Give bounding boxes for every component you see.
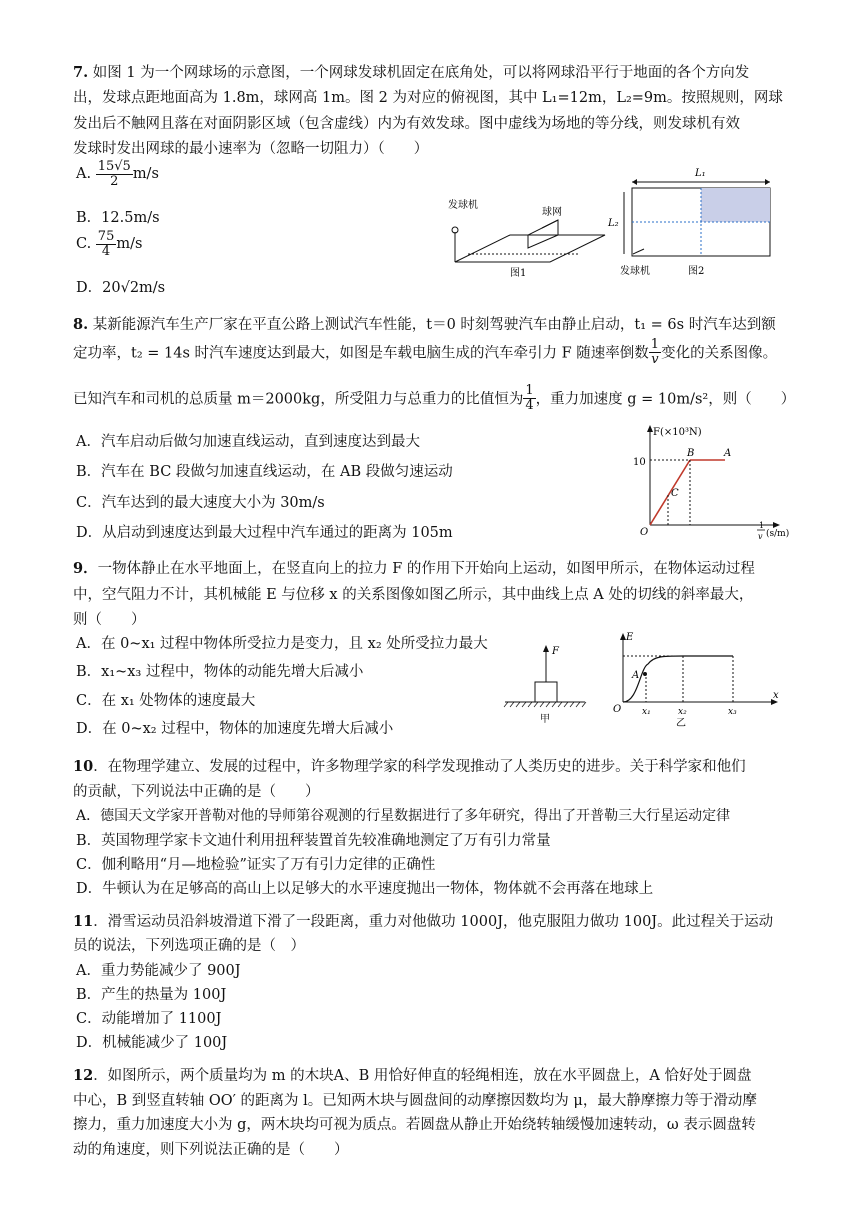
svg-text:x₂: x₂: [678, 707, 687, 717]
q10-line2: 的贡献，下列说法中正确的是（ ）: [73, 784, 320, 800]
q8-graph: [625, 420, 795, 542]
q8-line2: 定功率，t₂ = 14s 时汽车速度达到最大，如图是车载电脑生成的汽车牵引力 F 随速率倒数 $\frac{1}{v}$ 变化的关系图像。: [73, 337, 778, 367]
svg-text:发球机: 发球机: [448, 200, 478, 211]
q9-figure-yi: [608, 628, 783, 728]
q12-line4: 动的角速度，则下列说法正确的是（ ）: [73, 1142, 349, 1158]
svg-text:C: C: [671, 488, 679, 499]
q12-line3: 擦力，重力加速度大小为 g，两木块均可视为质点。若圆盘从静止开始绕转轴缓慢加速转动，ω 表示圆盘转: [73, 1117, 756, 1133]
q8-option-a: A．汽车启动后做匀加速直线运动，直到速度达到最大: [76, 434, 420, 450]
svg-text:x: x: [773, 690, 779, 701]
svg-text:E: E: [626, 632, 634, 643]
q10-option-c: C．伽利略用“月—地检验”证实了万有引力定律的正确性: [76, 857, 436, 873]
q9-figure-jia: [500, 640, 590, 725]
q9-line1: 9．一物体静止在水平地面上，在竖直向上的拉力 F 的作用下开始向上运动，如图甲所示，在物体运动过程: [73, 560, 755, 577]
q11-option-a: A．重力势能减少了 900J: [76, 963, 241, 979]
q7-figure-1: [440, 190, 620, 280]
svg-text:v: v: [758, 532, 763, 541]
svg-text:A: A: [724, 448, 732, 459]
q8-line3: 已知汽车和司机的总质量 m＝2000kg，所受阻力与总重力的比值恒为 $\frac{1}{4}$ ，重力加速度 g = 10m/s²，则（ ）: [73, 383, 796, 413]
svg-text:甲: 甲: [540, 714, 550, 725]
svg-text:发球机: 发球机: [620, 266, 650, 277]
svg-text:B: B: [687, 448, 695, 459]
q10-option-d: D．牛顿认为在足够高的高山上以足够大的水平速度抛出一物体，物体就不会再落在地球上: [76, 881, 654, 897]
svg-text:x₃: x₃: [728, 707, 737, 717]
q9-line3: 则（ ）: [73, 612, 146, 628]
svg-text:图1: 图1: [510, 268, 527, 279]
q7-option-c: C. $\frac{75}{4}$ m/s: [76, 229, 143, 259]
svg-text:10: 10: [633, 457, 646, 468]
svg-text:A: A: [632, 670, 640, 681]
q7-line2: 出，发球点距地面高为 1.8m，球网高 1m。图 2 为对应的俯视图，其中 L₁=12m，L₂=9m。按照规则，网球: [73, 90, 783, 106]
q9-line2: 中，空气阻力不计，其机械能 E 与位移 x 的关系图像如图乙所示，其中曲线上点 A 处的切线的斜率最大，: [73, 587, 754, 603]
q11-line2: 员的说法，下列选项正确的是（ ）: [73, 938, 305, 954]
q10-option-a: A．德国天文学家开普勒对他的导师第谷观测的行星数据进行了多年研究，得出了开普勒三大行星运动定律: [76, 808, 731, 824]
q9-option-b: B．x₁~x₃ 过程中，物体的动能先增大后减小: [76, 664, 364, 680]
q9-option-c: C．在 x₁ 处物体的速度最大: [76, 693, 256, 709]
svg-text:1: 1: [759, 521, 765, 530]
q11-option-b: B．产生的热量为 100J: [76, 987, 227, 1003]
q7-option-d: D．20√2m/s: [76, 280, 166, 296]
q12-line1: 12．如图所示，两个质量均为 m 的木块A、B 用恰好伸直的轻绳相连，放在水平圆盘上，A 恰好处于圆盘: [73, 1067, 752, 1084]
svg-text:L₂: L₂: [608, 218, 619, 229]
q7-line1: 7. 如图 1 为一个网球场的示意图，一个网球发球机固定在底角处，可以将网球沿平行于地面的各个方向发: [73, 64, 750, 81]
q8-option-c: C．汽车达到的最大速度大小为 30m/s: [76, 495, 325, 511]
q7-line3: 发出后不触网且落在对面阴影区域（包含虚线）内为有效发球。图中虚线为场地的等分线，则发球机有效: [73, 116, 740, 132]
q9-option-d: D．在 0~x₂ 过程中，物体的加速度先增大后减小: [76, 721, 394, 737]
q8-option-b: B．汽车在 BC 段做匀加速直线运动，在 AB 段做匀速运动: [76, 464, 453, 480]
q11-option-c: C．动能增加了 1100J: [76, 1011, 222, 1027]
q10-line1: 10．在物理学建立、发展的过程中，许多物理学家的科学发现推动了人类历史的进步。关于科学家和他们: [73, 758, 746, 775]
q7-option-b: B．12.5m/s: [76, 210, 160, 226]
svg-text:x₁: x₁: [642, 707, 651, 717]
q10-option-b: B．英国物理学家卡文迪什利用扭秤装置首先较准确地测定了万有引力常量: [76, 833, 551, 849]
q11-option-d: D．机械能减少了 100J: [76, 1035, 228, 1051]
svg-text:F: F: [552, 646, 559, 657]
q9-option-a: A．在 0~x₁ 过程中物体所受拉力是变力，且 x₂ 处所受拉力最大: [76, 636, 488, 652]
svg-text:图2: 图2: [688, 266, 705, 277]
svg-text:乙: 乙: [676, 718, 686, 728]
q7-line4: 发球时发出网球的最小速率为（忽略一切阻力）（ ）: [73, 141, 429, 157]
q7-option-a: A. $\frac{15√5}{2}$ m/s: [76, 159, 159, 189]
svg-text:球网: 球网: [542, 207, 562, 218]
svg-text:(s/m): (s/m): [766, 529, 790, 539]
q7-figure-2: [600, 162, 785, 282]
svg-text:O: O: [640, 527, 649, 538]
svg-text:O: O: [613, 704, 622, 715]
svg-text:F(×10³N): F(×10³N): [653, 427, 702, 438]
q8-option-d: D．从启动到速度达到最大过程中汽车通过的距离为 105m: [76, 525, 453, 541]
q11-line1: 11．滑雪运动员沿斜坡滑道下滑了一段距离，重力对他做功 1000J，他克服阻力做功 100J。此过程关于运动: [73, 913, 774, 930]
q12-line2: 中心，B 到竖直转轴 OO′ 的距离为 l。已知两木块与圆盘间的动摩擦因数均为 μ，最大静摩擦力等于滑动摩: [73, 1093, 757, 1109]
q8-line1: 8. 某新能源汽车生产厂家在平直公路上测试汽车性能，t＝0 时刻驾驶汽车由静止启动，t₁ = 6s 时汽车达到额: [73, 316, 776, 333]
svg-text:L₁: L₁: [695, 168, 706, 179]
